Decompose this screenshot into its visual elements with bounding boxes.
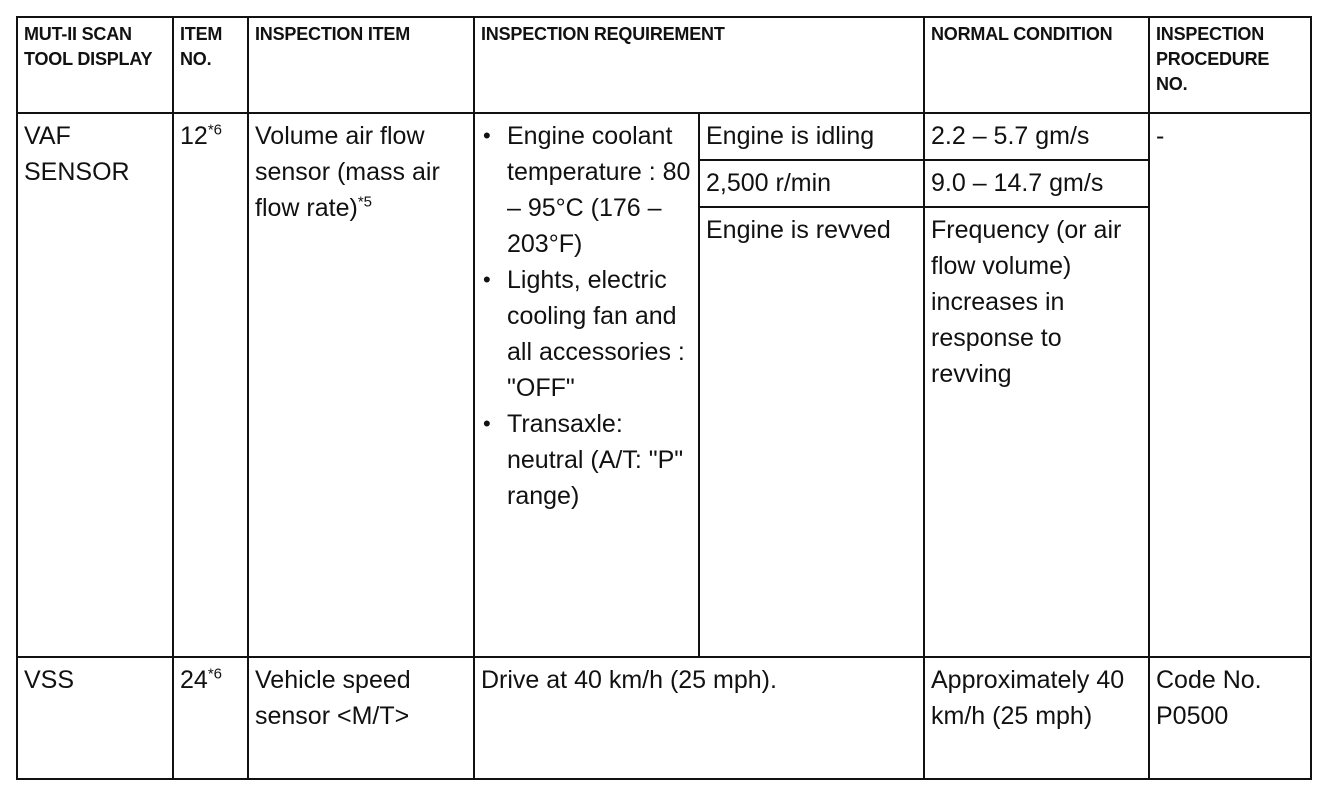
requirement-cell: 2,500 r/min bbox=[699, 160, 924, 207]
list-item: • Engine coolant temperature : 80 – 95°C (176 – 203°F) bbox=[507, 118, 692, 262]
item-no-value: 24 bbox=[180, 666, 208, 694]
header-item-no: ITEM NO. bbox=[173, 17, 248, 113]
item-no-note: *6 bbox=[207, 121, 222, 139]
list-item: • Lights, electric cooling fan and all accessories : "OFF" bbox=[507, 262, 692, 406]
item-no-note: *6 bbox=[207, 665, 222, 683]
conditions-list bbox=[481, 118, 692, 514]
requirement-cell: Drive at 40 km/h (25 mph). bbox=[474, 657, 924, 779]
header-normal-condition: NORMAL CONDITION bbox=[924, 17, 1149, 113]
normal-condition-cell: Frequency (or air flow volume) increases in response to revving bbox=[924, 207, 1149, 657]
inspection-table bbox=[16, 16, 1312, 780]
normal-condition-cell: 9.0 – 14.7 gm/s bbox=[924, 160, 1149, 207]
inspection-item-text: Volume air flow sensor (mass air flow rate) bbox=[255, 122, 440, 222]
procedure-no-cell: - bbox=[1149, 113, 1311, 657]
header-inspection-item: INSPECTION ITEM bbox=[248, 17, 474, 113]
header-procedure-no: INSPECTION PROCEDURE NO. bbox=[1149, 17, 1311, 113]
display-cell: VAF SENSOR bbox=[17, 113, 173, 657]
table-row bbox=[17, 657, 1311, 779]
normal-condition-cell: Approximately 40 km/h (25 mph) bbox=[924, 657, 1149, 779]
table-row bbox=[17, 113, 1311, 160]
item-no-cell bbox=[173, 113, 248, 657]
header-display: MUT-II SCAN TOOL DISPLAY bbox=[17, 17, 173, 113]
header-inspection-requirement: INSPECTION REQUIREMENT bbox=[474, 17, 924, 113]
item-no-cell bbox=[173, 657, 248, 779]
inspection-item-note: *5 bbox=[357, 193, 372, 211]
item-no-value: 12 bbox=[180, 122, 208, 150]
requirement-cell: Engine is idling bbox=[699, 113, 924, 160]
list-item: • Transaxle: neutral (A/T: "P" range) bbox=[507, 406, 692, 514]
procedure-no-cell: Code No. P0500 bbox=[1149, 657, 1311, 779]
inspection-item-cell: Vehicle speed sensor <M/T> bbox=[248, 657, 474, 779]
requirement-cell: Engine is revved bbox=[699, 207, 924, 657]
header-row bbox=[17, 17, 1311, 113]
conditions-cell bbox=[474, 113, 699, 657]
inspection-item-cell bbox=[248, 113, 474, 657]
normal-condition-cell: 2.2 – 5.7 gm/s bbox=[924, 113, 1149, 160]
display-cell: VSS bbox=[17, 657, 173, 779]
